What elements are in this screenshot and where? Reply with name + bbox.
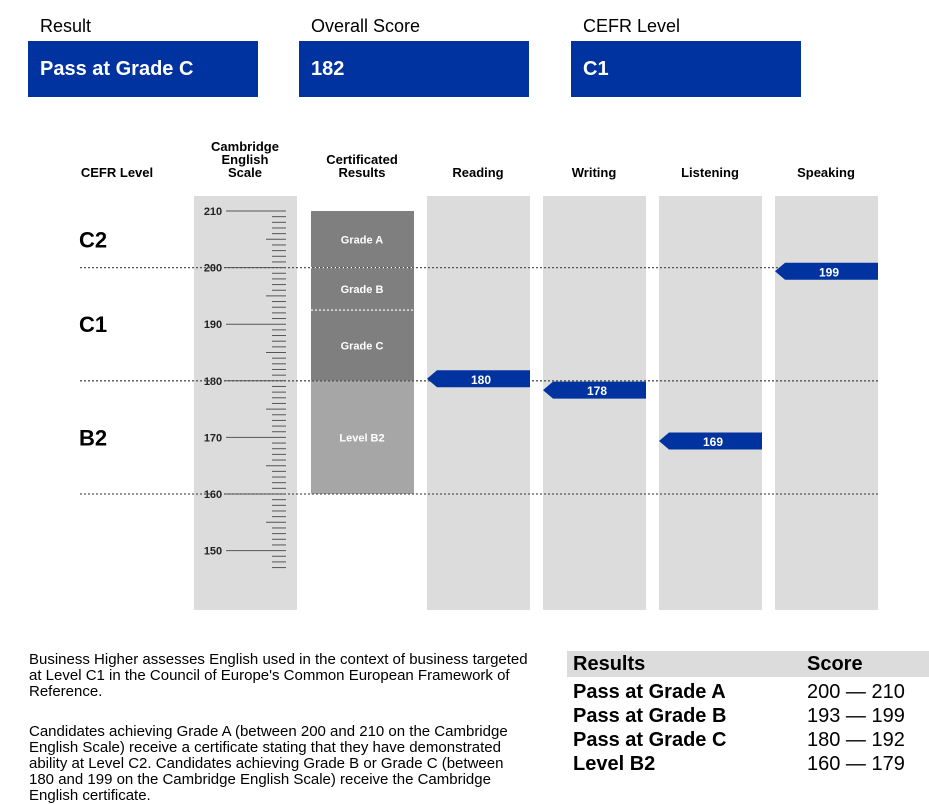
results-table [567, 651, 929, 777]
cefr-level-b2: B2 [79, 425, 108, 451]
tick-label: 180 [203, 375, 223, 388]
cefr-level-box: C1 [571, 41, 801, 97]
skill-panel [775, 196, 878, 610]
cefr-level-c2: C2 [79, 227, 108, 253]
result-box: Pass at Grade C [28, 41, 258, 97]
score-value-speaking: 199 [818, 265, 840, 280]
row-score: 193 — 199 [807, 705, 905, 727]
row-score: 200 — 210 [807, 681, 905, 703]
table-row [567, 705, 929, 729]
score-header: Score [807, 653, 863, 675]
row-grade: Pass at Grade C [573, 729, 727, 751]
skill-header-listening: Listening [681, 165, 739, 180]
scale-header: Cambridge English Scale [211, 139, 279, 180]
cefr-level-c1: C1 [79, 312, 108, 338]
certificated-label: Grade B [340, 283, 384, 296]
results-table-header [567, 651, 929, 677]
row-grade: Pass at Grade A [573, 681, 726, 703]
table-row [567, 729, 929, 753]
certificated-label: Level B2 [339, 432, 385, 445]
skill-panel [543, 196, 646, 610]
cefr-level-label: CEFR Level [583, 16, 681, 36]
tick-label: 150 [203, 545, 223, 558]
score-value-listening: 169 [702, 435, 724, 450]
skill-panel [427, 196, 530, 610]
table-row [567, 753, 929, 777]
tick-label: 190 [203, 319, 223, 332]
row-score: 180 — 192 [807, 729, 905, 751]
row-grade: Pass at Grade B [573, 705, 727, 727]
tick-label: 170 [203, 432, 223, 445]
description-paragraph-2: Candidates achieving Grade A (between 200 and 210 on the Cambridge English Scale) receive a certificate stating that they have demonstrated ability at Level C2. Candidates achieving Grade B or Grade C (between 180 and 199 on the Cambridge English Scale) receive the Cambridge English certificate. [29, 723, 508, 804]
certificated-label: Grade C [340, 340, 384, 353]
row-grade: Level B2 [573, 753, 656, 775]
skill-header-speaking: Speaking [797, 165, 855, 180]
score-value-reading: 180 [470, 372, 492, 387]
row-score: 160 — 179 [807, 753, 905, 775]
certificated-label: Grade A [340, 234, 384, 247]
description-paragraph-1: Business Higher assesses English used in the context of business targeted at Level C1 in the Council of Europe's Common European Framework of Reference. [29, 651, 528, 700]
tick-label: 200 [203, 262, 223, 275]
table-row [567, 681, 929, 705]
overall-score-box: 182 [299, 41, 529, 97]
skill-panel [659, 196, 762, 610]
tick-label: 210 [203, 206, 223, 218]
skill-header-reading: Reading [452, 165, 504, 180]
result-label: Result [40, 16, 92, 36]
cefr-level-header: CEFR Level [80, 165, 154, 180]
overall-score-label: Overall Score [311, 16, 421, 36]
certificated-header: Certificated Results [326, 152, 398, 180]
score-value-writing: 178 [586, 384, 608, 399]
results-header: Results [573, 653, 646, 675]
skill-header-writing: Writing [571, 165, 617, 180]
score-chart [0, 130, 929, 620]
tick-label: 160 [203, 489, 223, 501]
